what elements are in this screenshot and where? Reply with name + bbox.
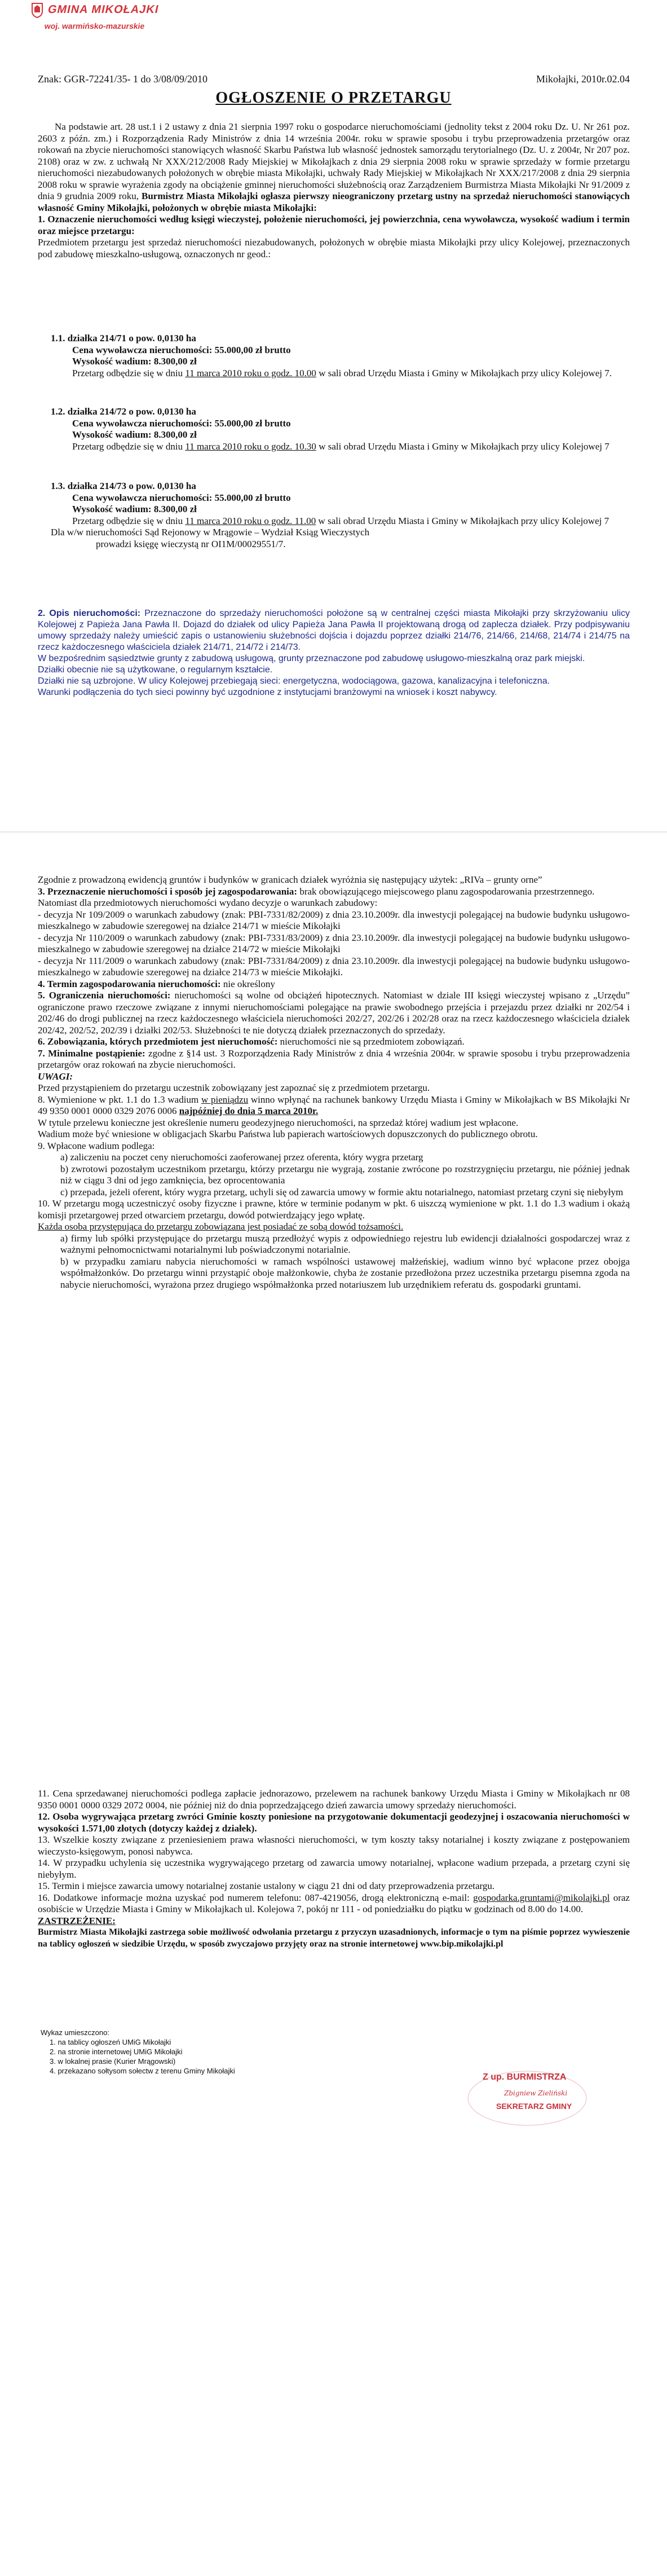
page-2-body: Zgodnie z prowadzoną ewidencją gruntów i budynków w granicach działek wyróżnia się następujący użytek: „RIVa – grunty orne” 3. Przeznaczenie nieruchomości i sposób jej zagospodarowania: brak obowiązującego miejscowego planu zagospodarowania przestrzennego. Natomiast dla przedmiotowych nieruchomości wydano decyzje o warunkach zabudowy: - decyzja Nr 109/2009 o warunkach zabudowy (znak: PBI-7331/82/2009) z dnia 23.10.2009r. dla inwestycji polegającej na budowie budynku usługowo-mieszkalnego w zabudowie szeregowej na działce 214/71 w mieście Mikołajki - decyzja Nr 110/2009 o warunkach zabudowy (znak: PBI-7331/83/2009) z dnia 23.10.2009r. dla inwestycji polegającej na budowie budynku usługowo-mieszkalnego w zabudowie szeregowej na działce 214/72 w mieście Mikołajki - decyzja Nr 111/2009 o warunkach zabudowy (znak: PBI-7331/84/2009) z dnia 23.10.2009r. dla inwestycji polegającej na budowie budynku usługowo-mieszkalnego w zabudowie szeregowej na działce 214/73 w mieście Mikołajki. 4. Termin zagospodarowania nieruchomości: nie określony 5. Ograniczenia nieruchomości: nieruchomości są wolne od obciążeń hipotecznych. Natomiast w dziale III księgi wieczystej wpisano z „Urzędu” ograniczone prawo rzeczowe związane z innymi nieruchomościami polegające na prawie swobodnego przejścia i przejazdu przez działki nr 202/54 i 202/46 do drogi publicznej na rzecz każdoczesnego właściciela nieruchomości 202/27, 202/26 i 202/28 oraz na rzecz każdoczesnego właściciela działek 202/42, 202/52, 202/39 i działki 202/53. Służebności te nie dotyczą działek przeznaczonych do sprzedaży. 6. Zobowiązania, których przedmiotem jest nieruchomość: nieruchomości nie są przedmiotem zobowiązań. 7. Minimalne postąpienie: zgodne z §14 ust. 3 Rozporządzenia Rady Ministrów z dnia 4 września 2004r. w sprawie sposobu i trybu przeprowadzenia przetargów oraz rokowań na zbycie nieruchomości. UWAGI: Przed przystąpieniem do przetargu uczestnik zobowiązany jest zapoznać się z przedmiotem przetargu. 8. Wymienione w pkt. 1.1 do 1.3 wadium w pieniądzu winno wpłynąć na rachunek bankowy Urzędu Miasta i Gminy w Mikołajkach w BS Mikołajki Nr 49 9350 0001 0000 0329 2076 0006 najpóźniej do dnia 5 marca 2010r. W tytule przelewu konieczne jest określenie numeru geodezyjnego nieruchomości, na sprzedaż której wadium jest wpłacone. Wadium może być wniesione w obligacjach Skarbu Państwa lub papierach wartościowych dopuszczonych do publicznego obrotu. 9. Wpłacone wadium podlega: a) zaliczeniu na poczet ceny nieruchomości zaoferowanej przez oferenta, który wygra przetarg b) zwrotowi pozostałym uczestnikom przetargu, którzy przetargu nie wygrają, zostanie zwrócone po rozstrzygnięciu przetargu, nie później jednak niż w ciągu 3 dni od jego zamknięcia, bez oprocentowania c) przepada, jeżeli oferent, który wygra przetarg, uchyli się od zawarcia umowy w formie aktu notarialnego, natomiast przetarg czyni się niebyłym 10. W przetargu mogą uczestniczyć osoby fizyczne i prawne, które w terminie podanym w pkt. 6 uiszczą wymienione w pkt. 1.1 do 1.3 wadium i okażą komisji przetargowej przed otwarciem przetargu, dowód potwierdzający jego wpłatę. Każda osoba przystępująca do przetargu zobowiązana jest posiadać ze sobą dowód tożsamości. a) firmy lub spółki przystępujące do przetargu muszą przedłożyć wypis z odpowiedniego rejestru lub ewidencji działalności gospodarczej wraz z ważnymi pełnomocnictwami notarialnymi lub poświadczonymi notarialnie. b) w przypadku zamiaru nabycia nieruchomości w ramach wspólności ustawowej małżeńskiej, wadium winno być wpłacone przez obojga współmałżonków. Do przetargu winni przystąpić oboje małżonkowie, chyba że zostanie przedłożona przez uczestnika przetargu pisemna zgoda na nabycie nieruchomości, wyrażona przez drugiego współmałżonka przed notariuszem lub urzędnikiem referatu ds. gospodarki gruntami.	[38, 874, 630, 1290]
land-use-text: Zgodnie z prowadzoną ewidencją gruntów i budynków w granicach działek wyróżnia się następujący użytek: „RIVa – grunty orne”	[38, 874, 542, 885]
stamp-line-1: Z up. BURMISTRZA	[483, 2072, 567, 2082]
deposit-deadline: najpóźniej do dnia 5 marca 2010r.	[179, 1106, 319, 1116]
land-registry-line-2: prowadzi księgę wieczystą nr OI1M/00029551/7.	[96, 538, 286, 549]
section-10-text: 10. W przetargu mogą uczestniczyć osoby fizyczne i prawne, które w terminie podanym w pkt. 6 uiszczą wymienione w pkt. 1.1 do 1.3 wadium i okażą komisji przetargowej przed otwarciem przetargu, dowód potwierdzający jego wpłatę.	[38, 1198, 630, 1221]
lot-price: Cena wywoławcza nieruchomości: 55.000,00 zł brutto	[72, 344, 291, 355]
lot-heading: 1.2. działka 214/72 o pow. 0,0130 ha	[51, 406, 196, 417]
decision-item: - decyzja Nr 109/2009 o warunkach zabudowy (znak: PBI-7331/82/2009) z dnia 23.10.2009r. dla inwestycji polegającej na budowie budynku usługowo-mieszkalnego w zabudowie szeregowej na działce 214/71 w mieście Mikołajki	[38, 909, 630, 931]
intro-section	[38, 121, 630, 260]
lot-date: 11 marca 2010 roku o godz. 11.00	[185, 515, 316, 526]
lot-price: Cena wywoławcza nieruchomości: 55.000,00 zł brutto	[72, 492, 291, 503]
document-title-text: OGŁOSZENIE O PRZETARGU	[215, 89, 452, 107]
section-7-heading: 7. Minimalne postąpienie:	[38, 1047, 145, 1059]
section-11-text: 11. Cena sprzedawanej nieruchomości podlega zapłacie jednorazowo, przelewem na rachunek bankowy Urzędu Miasta i Gminy w Mikołajkach nr 08 9350 0001 0000 0329 2072 0004, nie później niż do dnia poprzedzającego dzień zawarcia umowy sprzedaży nieruchomości.	[38, 1788, 630, 1811]
section-15-text: 15. Termin i miejsce zawarcia umowy notarialnej zostanie ustalony w ciągu 21 dni od daty przeprowadzenia przetargu.	[38, 1881, 495, 1891]
place-date: Mikołajki, 2010r.02.04	[536, 73, 630, 85]
decision-item: - decyzja Nr 110/2009 o warunkach zabudowy (znak: PBI-7331/83/2009) z dnia 23.10.2009r. dla inwestycji polegającej na budowie budynku usługowo-mieszkalnego w zabudowie szeregowej na działce 214/72 w mieście Mikołajki	[38, 932, 630, 954]
section-6-text: nieruchomości nie są przedmiotem zobowiązań.	[280, 1036, 465, 1047]
reservation-text: Burmistrz Miasta Mikołajki zastrzega sobie możliwość odwołania przetargu z przyczyn uzasadnionych, informacje o tym na piśmie poprzez wywieszenie na tablicy ogłoszeń w siedzibie Urzędu, w sposób zwyczajowo przyjęty oraz na stronie internetowej www.bip.mikolajki.pl	[38, 1927, 630, 1949]
list-item: 3. w lokalnej prasie (Kurier Mrągowski)	[50, 2057, 176, 2066]
section-10-item: a) firmy lub spółki przystępujące do przetargu muszą przedłożyć wypis z odpowiedniego rejestru lub ewidencji działalności gospodarczej wraz z ważnymi pełnomocnictwami notarialnymi lub poświadczonymi notarialnie.	[60, 1232, 630, 1255]
lot-deposit: Wysokość wadium: 8.300,00 zł	[72, 429, 197, 440]
stamp-signature: Zbigniew Zieliński	[504, 2089, 568, 2097]
lot-auction-info: Przetarg odbędzie się w dniu 11 marca 2010 roku o godz. 10.00 w sali obrad Urzędu Miasta i Gminy w Mikołajkach przy ulicy Kolejowej 7.	[72, 367, 612, 378]
lot-deposit: Wysokość wadium: 8.300,00 zł	[72, 504, 197, 514]
stamp-line-2: woj. warmińsko-mazurskie	[43, 21, 145, 30]
section-8-paragraph: W tytule przelewu konieczne jest określenie numeru geodezyjnego nieruchomości, na sprzedaż której wadium jest wpłacone.	[38, 1117, 519, 1128]
section-5-heading: 5. Ograniczenia nieruchomości:	[38, 990, 171, 1001]
intro-bold: Burmistrz Miasta Mikołajki ogłasza pierwszy nieograniczony przetarg ustny na sprzedaż nieruchomości stanowiących własność Gminy Mikołajki, położonych w obrębie miasta Mikołajki:	[38, 191, 630, 213]
land-registry-line-1: Dla w/w nieruchomości Sąd Rejonowy w Mrągowie – Wydział Ksiąg Wieczystych	[51, 527, 370, 538]
lot-heading: 1.3. działka 214/73 o pow. 0,0130 ha	[51, 481, 196, 491]
section-2	[38, 608, 630, 698]
section-3-text: brak obowiązującego miejscowego planu zagospodarowania przestrzennego.	[299, 886, 595, 897]
coat-of-arms-icon	[31, 2, 43, 18]
list-item: 1. na tablicy ogłoszeń UMiG Mikołajki	[50, 2038, 171, 2046]
identity-requirement: Każda osoba przystępująca do przetargu zobowiązana jest posiadać ze sobą dowód tożsamości.	[38, 1221, 404, 1232]
section-7-text: zgodne z §14 ust. 3 Rozporządzenia Rady Ministrów z dnia 4 września 2004r. w sprawie sposobu i trybu przeprowadzenia przetargów oraz rokowań na zbycie nieruchomości.	[38, 1047, 630, 1070]
list-item: 2. na stronie internetowej UMiG Mikołajki	[50, 2047, 183, 2056]
section-9-heading: 9. Wpłacone wadium podlega:	[38, 1140, 155, 1151]
email-link[interactable]: gospodarka.gruntami@mikolajki.pl	[473, 1892, 610, 1903]
section-2-paragraph: W bezpośrednim sąsiedztwie grunty z zabudową usługową, grunty przeznaczone pod zabudowę usługowo-mieszkalną oraz park miejski.	[38, 654, 585, 663]
section-9-item: c) przepada, jeżeli oferent, który wygra przetarg, uchyli się od zawarcia umowy w formie aktu notarialnego, natomiast przetarg czyni się niebyłym	[60, 1186, 624, 1197]
section-14-text: 14. W przypadku uchylenia się uczestnika wygrywającego przetarg od zawarcia umowy notarialnej, wpłacone wadium przepada, a przetarg czyni się niebyłym.	[38, 1857, 630, 1880]
lot-deposit: Wysokość wadium: 8.300,00 zł	[72, 356, 197, 367]
remarks-text: Przed przystąpieniem do przetargu uczestnik zobowiązany jest zapoznać się z przedmiotem przetargu.	[38, 1082, 430, 1093]
section-6-heading: 6. Zobowiązania, których przedmiotem jest nieruchomość:	[38, 1036, 278, 1047]
page-3-body: 11. Cena sprzedawanej nieruchomości podlega zapłacie jednorazowo, przelewem na rachunek bankowy Urzędu Miasta i Gminy w Mikołajkach nr 08 9350 0001 0000 0329 2072 0004, nie później niż do dnia poprzedzającego dzień zawarcia umowy sprzedaży nieruchomości. 12. Osoba wygrywająca przetarg zwróci Gminie koszty poniesione na przygotowanie dokumentacji geodezyjnej i oszacowania nieruchomości w wysokości 1.571,00 złotych (dotyczy każdej z działek). 13. Wszelkie koszty związane z przeniesieniem prawa własności nieruchomości, w tym koszty taksy notarialnej i koszty związane z postępowaniem wieczysto-księgowym, ponosi nabywca. 14. W przypadku uchylenia się uczestnika wygrywającego przetarg od zawarcia umowy notarialnej, wpłacone wadium przepada, a przetarg czyni się niebyłym. 15. Termin i miejsce zawarcia umowy notarialnej zostanie ustalony w ciągu 21 dni od daty przeprowadzenia przetargu. 16. Dodatkowe informacje można uzyskać pod numerem telefonu: 087-4219056, drogą elektroniczną e-mail: gospodarka.gruntami@mikolajki.pl oraz osobiście w Urzędzie Miasta i Gminy w Mikołajkach ul. Kolejowa 7, pokój nr 111 - od poniedziałku do piątku w godzinach od 8.00 do 14.00. ZASTRZEŻENIE: Burmistrz Miasta Mikołajki zastrzega sobie możliwość odwołania przetargu z przyczyn uzasadnionych, informacje o tym na piśmie poprzez wywieszenie na tablicy ogłoszeń w siedzibie Urzędu, w sposób zwyczajowo przyjęty oraz na stronie internetowej www.bip.mikolajki.pl	[38, 1788, 630, 1950]
section-4-heading: 4. Termin zagospodarowania nieruchomości:	[38, 978, 221, 989]
section-9-item: a) zaliczeniu na poczet ceny nieruchomości zaoferowanej przez oferenta, który wygra przetarg	[60, 1152, 423, 1162]
decision-item: - decyzja Nr 111/2009 o warunkach zabudowy (znak: PBI-7331/84/2009) z dnia 23.10.2009r. dla inwestycji polegającej na budowie budynku usługowo-mieszkalnego w zabudowie szeregowej na działce 214/73 w mieście Mikołajki.	[38, 955, 630, 977]
official-stamp	[462, 2064, 592, 2132]
lot-heading: 1.1. działka 214/71 o pow. 0,0130 ha	[51, 333, 196, 344]
lot-3	[51, 481, 615, 550]
lot-1	[51, 333, 615, 379]
lot-auction-info: Przetarg odbędzie się w dniu 11 marca 2010 roku o godz. 10.30 w sali obrad Urzędu Miasta i Gminy w Mikołajkach przy ulicy Kolejowej 7	[72, 441, 609, 452]
document-title	[0, 89, 667, 107]
lot-price: Cena wywoławcza nieruchomości: 55.000,00 zł brutto	[72, 417, 291, 429]
section-13-text: 13. Wszelkie koszty związane z przeniesieniem prawa własności nieruchomości, w tym koszty taksy notarialnej i koszty związane z postępowaniem wieczysto-księgowym, ponosi nabywca.	[38, 1834, 630, 1857]
publication-list-heading: Wykaz umieszczono:	[41, 2028, 109, 2037]
stamp-line-3: SEKRETARZ GMINY	[496, 2102, 572, 2111]
reference-number: Znak: GGR-72241/35- 1 do 3/08/09/2010	[38, 73, 207, 85]
reservation-heading: ZASTRZEŻENIE:	[38, 1915, 116, 1926]
section-3-paragraph: Natomiast dla przedmiotowych nieruchomości wydano decyzje o warunkach zabudowy:	[38, 897, 378, 908]
section-10-item: b) w przypadku zamiaru nabycia nieruchomości w ramach wspólności ustawowej małżeńskiej, wadium winno być wpłacone przez obojga współmałżonków. Do przetargu winni przystąpić oboje małżonkowie, chyba że zostanie przedłożona przez uczestnika przetargu pisemna zgoda na nabycie nieruchomości, wyrażona przez drugiego współmałżonka przed notariuszem lub urzędnikiem referatu ds. gospodarki gruntami.	[60, 1256, 630, 1290]
section-2-paragraph: Działki obecnie nie są użytkowane, o regularnym kształcie.	[38, 665, 273, 675]
intro-text: Na podstawie art. 28 ust.1 i 2 ustawy z dnia 21 sierpnia 1997 roku o gospodarce nieruchomościami (jednolity tekst z 2004 roku Dz. U. Nr 261 poz. 2603 z późn. zm.) i Rozporządzenia Rady Ministrów z dnia 14 września 2004r. roku w sprawie sposobu i trybu przeprowadzenia przetargów oraz rokowań na zbycie nieruchomości stanowiących własność Skarbu Państwa lub własność jednostek samorządu terytorialnego (Dz. U. z 2004r, Nr 207 poz. 2108) oraz w zw. z uchwałą Nr XXX/212/2008 Rady Miejskiej w Mikołajkach z dnia 29 sierpnia 2008 roku w sprawie sprzedaży w formie przetargu nieruchomości niezabudowanych położonych w obrębie miasta Mikołajki, uchwały Rady Miejskiej w Mikołajkach Nr XXX/217/2008 z dnia 29 sierpnia 2008 roku w sprawie wyrażenia zgody na obciążenie gminnej nieruchomości służebnością oraz Zarządzeniem Burmistrza Miasta Mikołajki Nr 91/2009 z dnia 9 grudnia 2009 roku,	[38, 121, 630, 201]
remarks-heading: UWAGI:	[38, 1071, 73, 1082]
list-item: 4. przekazano sołtysom sołectw z terenu Gminy Mikołajki	[50, 2067, 235, 2075]
section-1-heading: 1. Oznaczenie nieruchomości według księgi wieczystej, położenie nieruchomości, jej powierzchnia, cena wywoławcza, wysokość wadium i termin oraz miejsce przetargu:	[38, 214, 630, 236]
lot-2	[51, 406, 615, 452]
page-divider	[0, 831, 667, 833]
section-2-paragraph: Działki nie są uzbrojone. W ulicy Kolejowej przebiegają sieci: energetyczna, wodociągowa, gazowa, kanalizacyjna i telefoniczna.	[38, 676, 550, 686]
municipality-stamp	[31, 2, 217, 42]
section-2-heading: 2. Opis nieruchomości:	[38, 609, 141, 618]
lot-auction-info: Przetarg odbędzie się w dniu 11 marca 2010 roku o godz. 11.00 w sali obrad Urzędu Miasta i Gminy w Mikołajkach przy ulicy Kolejowej 7	[72, 515, 609, 526]
section-2-text: Przeznaczone do sprzedaży nieruchomości położone są w centralnej części miasta Mikołajki przy skrzyżowaniu ulicy Kolejowej z Papieża Jana Pawła II. Dojazd do działek od ulicy Papieża Jana Pawła II projektowaną drogą od zaplecza działek. Przy podpisywaniu umowy sprzedaży należy umieścić zapis o ustanowieniu służebności dojścia i dojazdu poprzez działki 214/76, 214/66, 214/68, 214/74 i 214/75 na rzecz każdoczesnego właściciela działek 214/71, 214/72 i 214/73.	[38, 609, 630, 652]
lot-date: 11 marca 2010 roku o godz. 10.30	[185, 441, 316, 452]
section-2-paragraph: Warunki podłączenia do tych sieci powinny być uzgodnione z instytucjami branżowymi na wniosek i koszt nabywcy.	[38, 688, 497, 697]
publication-list	[41, 2028, 235, 2076]
section-1-text: Przedmiotem przetargu jest sprzedaż nieruchomości niezabudowanych, położonych w obrębie miasta Mikołajki przy ulicy Kolejowej, przeznaczonych pod zabudowę mieszkalno-usługową, oznaczonych nr geod.:	[38, 237, 630, 259]
section-4-text: nie określony	[223, 978, 275, 989]
lot-date: 11 marca 2010 roku o godz. 10.00	[185, 367, 316, 378]
page-1	[0, 0, 667, 829]
page-2	[0, 835, 667, 1703]
section-3-heading: 3. Przeznaczenie nieruchomości i sposób jej zagospodarowania:	[38, 886, 298, 897]
section-9-item: b) zwrotowi pozostałym uczestnikom przetargu, którzy przetargu nie wygrają, zostanie zwrócone po rozstrzygnięciu przetargu, nie później jednak niż w ciągu 3 dni od jego zamknięcia, bez oprocentowania	[60, 1163, 630, 1186]
stamp-line-1: GMINA MIKOŁAJKI	[46, 3, 160, 16]
section-8-paragraph: Wadium może być wniesione w obligacjach Skarbu Państwa lub papierach wartościowych dopuszczonych do publicznego obrotu.	[38, 1129, 538, 1139]
page-3	[0, 1703, 667, 2576]
section-5-text: nieruchomości są wolne od obciążeń hipotecznych. Natomiast w dziale III księgi wieczystej wpisano z „Urzędu” ograniczone prawo rzeczowe związane z innymi nieruchomościami polegające na prawie swobodnego przejścia i przejazdu przez działki nr 202/54 i 202/46 do drogi publicznej na rzecz każdoczesnego właściciela nieruchomości 202/27, 202/26 i 202/28 oraz na rzecz każdoczesnego właściciela działek 202/42, 202/52, 202/39 i działki 202/53. Służebności te nie dotyczą działek przeznaczonych do sprzedaży.	[38, 990, 630, 1036]
section-12-text: 12. Osoba wygrywająca przetarg zwróci Gminie koszty poniesione na przygotowanie dokumentacji geodezyjnej i oszacowania nieruchomości w wysokości 1.571,00 złotych (dotyczy każdej z działek).	[38, 1811, 630, 1834]
